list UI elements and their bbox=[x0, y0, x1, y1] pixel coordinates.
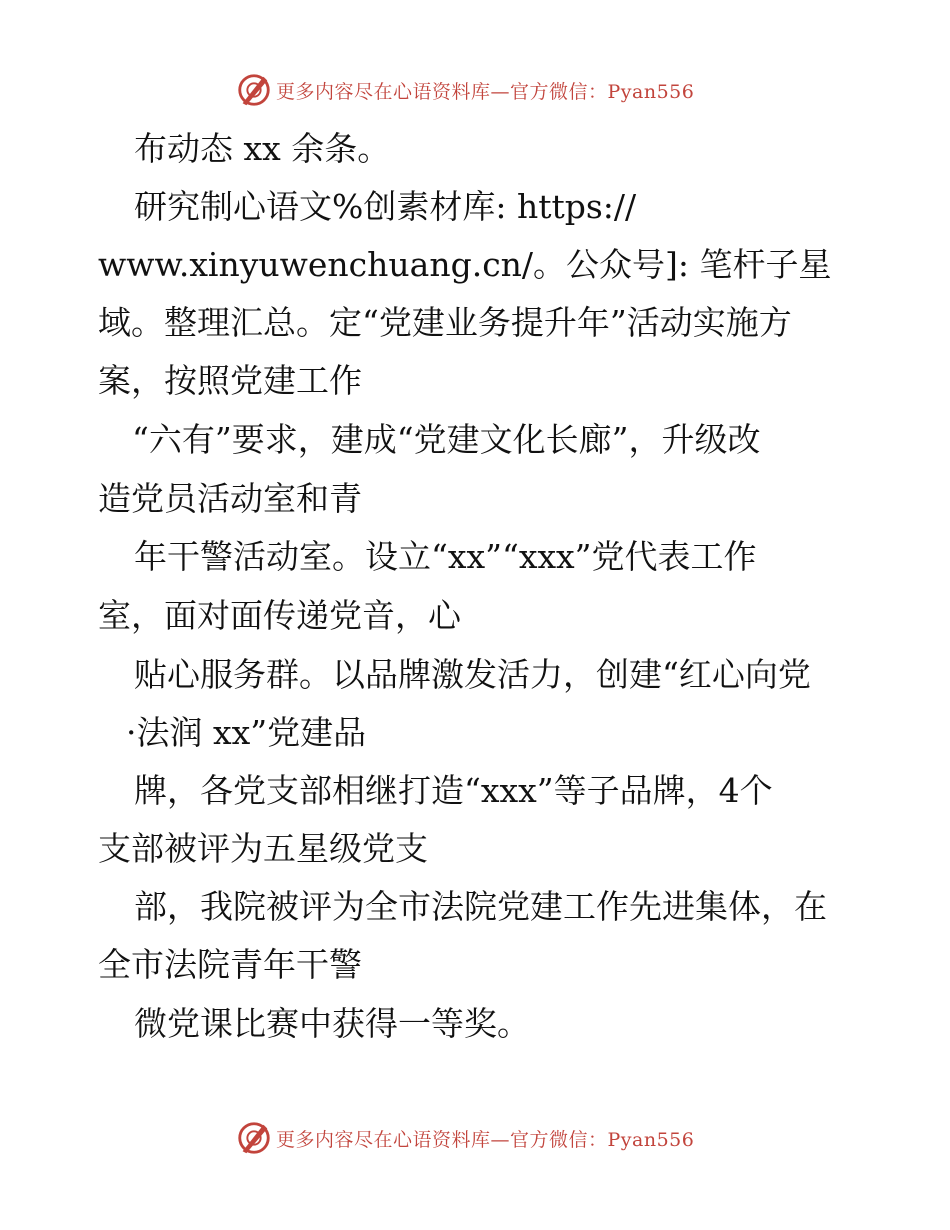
pen-logo-icon bbox=[235, 71, 273, 109]
body-line: 室，面对面传递党音，心 bbox=[98, 596, 461, 635]
header-text bbox=[276, 77, 694, 104]
footer-text bbox=[276, 1125, 694, 1152]
body-line: “六有”要求，建成“党建文化长廊”，升级改 bbox=[132, 420, 761, 459]
header-label: 更多内容尽在心语资料库—官方微信： bbox=[276, 81, 608, 103]
body-line: 研究制心语文%创素材库: https:// bbox=[134, 187, 637, 226]
body-line: 布动态 xx 余条。 bbox=[134, 129, 391, 168]
footer-wechat-id: Pyan556 bbox=[607, 1129, 695, 1151]
body-line: 牌，各党支部相继打造“xxx”等子品牌，4个 bbox=[134, 771, 773, 810]
body-line: 造党员活动室和青 bbox=[98, 479, 362, 518]
body-line: 部，我院被评为全市法院党建工作先进集体，在 bbox=[134, 887, 827, 926]
header-wechat-id: Pyan556 bbox=[607, 81, 695, 103]
body-line: 案，按照党建工作 bbox=[98, 361, 362, 400]
footer-banner bbox=[0, 1119, 950, 1159]
body-line: www.xinyuwenchuang.cn/。公众号]: 笔杆子星 bbox=[98, 245, 832, 284]
footer-label: 更多内容尽在心语资料库—官方微信： bbox=[276, 1129, 608, 1151]
body-line: 贴心服务群。以品牌激发活力，创建“红心向党 bbox=[134, 655, 811, 694]
body-line: ·法润 xx”党建品 bbox=[126, 713, 367, 752]
body-line: 域。整理汇总。定“党建业务提升年”活动实施方 bbox=[98, 303, 792, 342]
body-line: 微党课比赛中获得一等奖。 bbox=[134, 1004, 530, 1043]
pen-logo-icon bbox=[235, 1119, 273, 1157]
body-line: 全市法院青年干警 bbox=[98, 945, 362, 984]
body-line: 支部被评为五星级党支 bbox=[98, 829, 428, 868]
header-banner bbox=[0, 71, 950, 111]
body-line: 年干警活动室。设立“xx”“xxx”党代表工作 bbox=[134, 537, 757, 576]
